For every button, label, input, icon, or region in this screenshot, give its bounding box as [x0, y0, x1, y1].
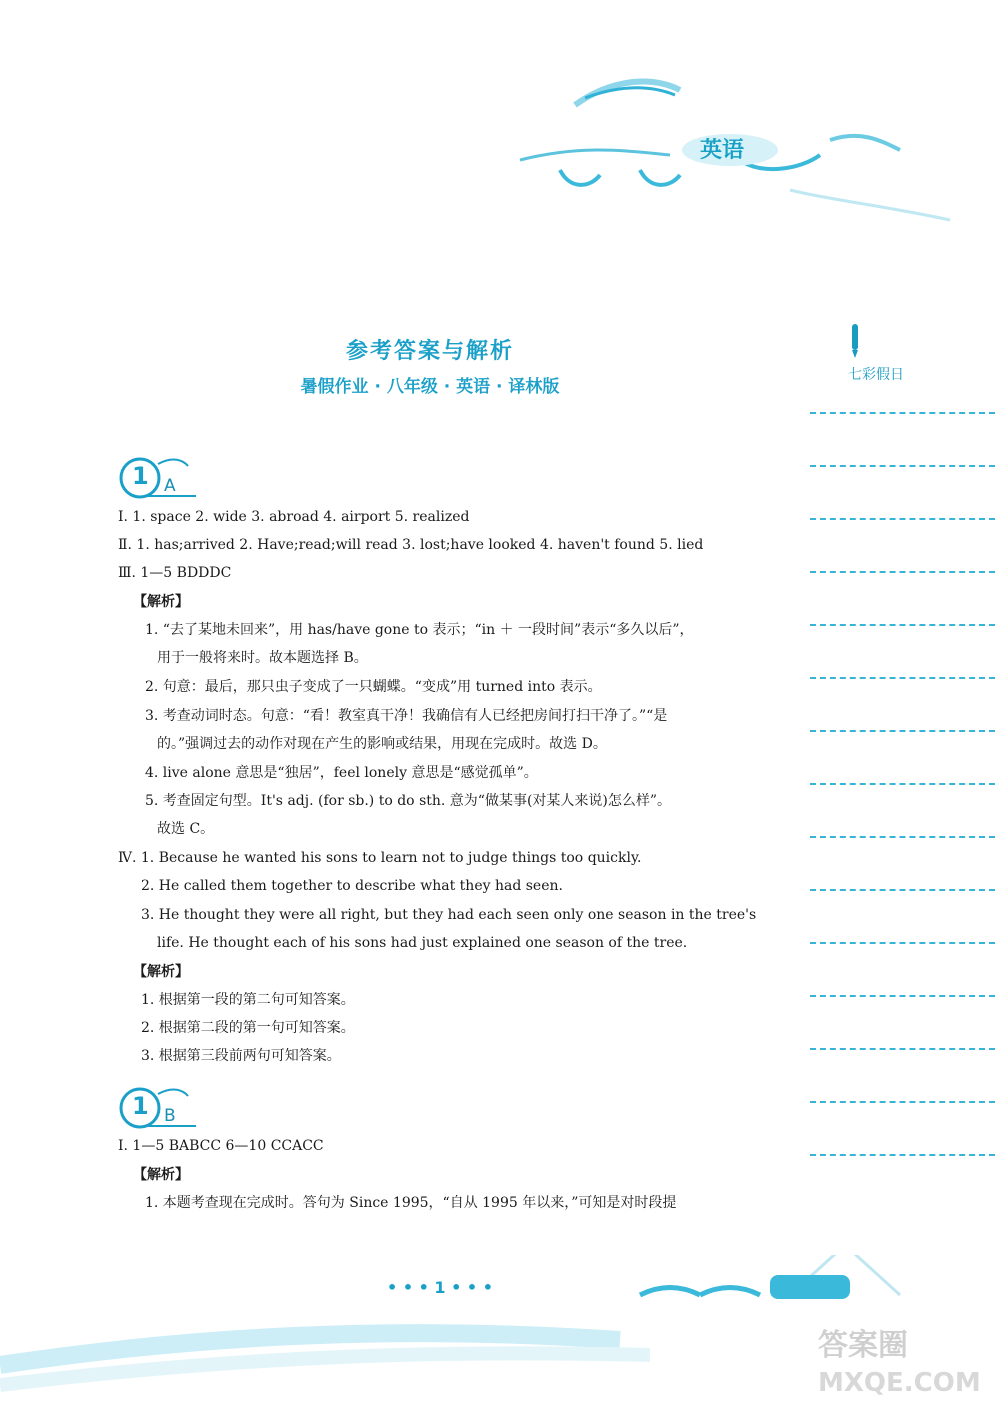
- note-line: [810, 942, 995, 944]
- section-badge-1a: [118, 456, 198, 502]
- section-badge-1b: [118, 1086, 198, 1132]
- analysis-line: 用于一般将来时。故本题选择 B。: [157, 650, 368, 666]
- analysis-line: 3. 根据第三段前两句可知答案。: [141, 1048, 341, 1064]
- note-line: [810, 465, 995, 467]
- note-line: [810, 783, 995, 785]
- note-line: [810, 889, 995, 891]
- note-line: [810, 1101, 995, 1103]
- answer-line: Ⅲ. 1—5 BDDDC: [118, 565, 232, 581]
- watermark-url: MXQE.COM: [818, 1368, 981, 1398]
- analysis-line: 的。”强调过去的动作对现在产生的影响或结果，用现在完成时。故选 D。: [157, 736, 607, 752]
- answer-line: 2. He called them together to describe what they had seen.: [141, 878, 563, 894]
- answer-line: Ⅰ. 1. space 2. wide 3. abroad 4. airport 5. realized: [118, 509, 470, 525]
- analysis-line: 5. 考查固定句型。It's adj. (for sb.) to do sth. 意为“做某事(对某人来说)怎么样”。: [145, 793, 672, 809]
- note-line: [810, 1048, 995, 1050]
- badge-letter: A: [164, 476, 176, 496]
- note-line: [810, 624, 995, 626]
- header-subject: 英语: [700, 138, 745, 163]
- note-line: [810, 412, 995, 414]
- answer-line: Ⅰ. 1—5 BABCC 6—10 CCACC: [118, 1138, 324, 1154]
- analysis-heading: 【解析】: [133, 1167, 189, 1183]
- analysis-line: 1. 本题考查现在完成时。答句为 Since 1995，“自从 1995 年以来，”可知是对时段提: [145, 1195, 677, 1211]
- document-title: 参考答案与解析: [345, 339, 514, 364]
- badge-swoosh-icon: [118, 456, 198, 502]
- note-line: [810, 995, 995, 997]
- analysis-line: 2. 句意：最后，那只虫子变成了一只蝴蝶。“变成”用 turned into 表示。: [145, 679, 602, 695]
- analysis-line: 2. 根据第二段的第一句可知答案。: [141, 1020, 355, 1036]
- answer-line: Ⅳ. 1. Because he wanted his sons to learn not to judge things too quickly.: [118, 850, 642, 866]
- note-line: [810, 1154, 995, 1156]
- analysis-heading: 【解析】: [133, 594, 189, 610]
- badge-swoosh-icon: [118, 1086, 198, 1132]
- page-number: • • • 1 • • •: [387, 1278, 493, 1297]
- pen-icon: [846, 322, 866, 362]
- answer-line: Ⅱ. 1. has;arrived 2. Have;read;will read 3. lost;have looked 4. haven't found 5. lied: [118, 537, 704, 553]
- badge-letter: B: [164, 1106, 176, 1126]
- note-line: [810, 571, 995, 573]
- note-line: [810, 677, 995, 679]
- analysis-heading: 【解析】: [133, 964, 189, 980]
- badge-number: 1: [132, 1092, 149, 1120]
- analysis-line: 3. 考查动词时态。句意：“看！教室真干净！我确信有人已经把房间打扫干净了。”“是: [145, 708, 668, 724]
- analysis-line: 1. 根据第一段的第二句可知答案。: [141, 992, 355, 1008]
- notes-brand: 七彩假日: [848, 367, 904, 383]
- note-line: [810, 518, 995, 520]
- answer-line: life. He thought each of his sons had just explained one season of the tree.: [157, 935, 688, 951]
- note-line: [810, 730, 995, 732]
- analysis-line: 4. live alone 意思是“独居”，feel lonely 意思是“感觉孤单”。: [145, 765, 538, 781]
- note-line: [810, 836, 995, 838]
- badge-number: 1: [132, 462, 149, 490]
- document-subtitle: 暑假作业 · 八年级 · 英语 · 译林版: [300, 377, 560, 397]
- answer-line: 3. He thought they were all right, but they had each seen only one season in the tree's: [141, 907, 757, 923]
- analysis-line: 1. “去了某地未回来”，用 has/have gone to 表示；“in ＋ 一段时间”表示“多久以后”，: [145, 622, 694, 638]
- watermark-text: 答案圈: [818, 1328, 908, 1363]
- analysis-line: 故选 C。: [157, 821, 215, 837]
